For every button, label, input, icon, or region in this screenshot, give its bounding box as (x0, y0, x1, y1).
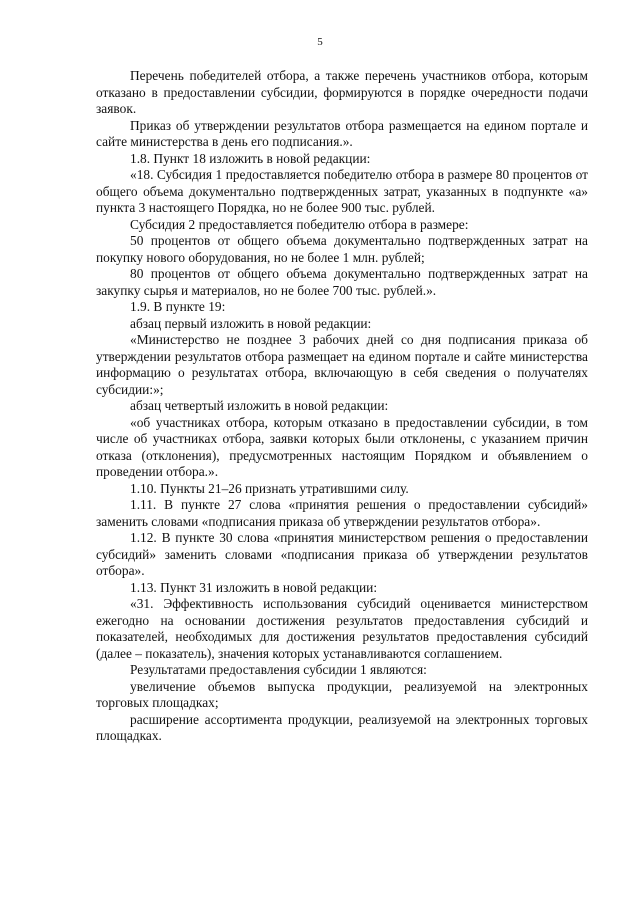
paragraph: абзац первый изложить в новой редакции: (130, 315, 372, 331)
paragraph: Субсидия 2 предоставляется победителю отбора в размере: (130, 216, 469, 232)
paragraph: абзац четвертый изложить в новой редакции: (130, 398, 389, 413)
paragraph: 50 процентов от общего объема документально подтвержденных затрат на покупку нового оборудования, но не более 1 млн. рублей; (96, 233, 588, 265)
page-number: 5 (317, 36, 323, 48)
paragraph: «об участниках отбора, которым отказано в предоставлении субсидии, в том числе об участниках отбора, заявки которых были отклонены, с указанием причин отказа (отклонения), предусмотренных настоящим Порядком и объявлением о проведении отбора.». (96, 414, 588, 479)
paragraph: 1.12. В пункте 30 слова «принятия министерством решения о предоставлении субсидий» заменить словами «подписания приказа об утверждении результатов отбора». (96, 530, 588, 578)
paragraph: «18. Субсидия 1 предоставляется победителю отбора в размере 80 процентов от общего объема документально подтвержденных затрат, указанных в подпункте «а» пункта 3 настоящего Порядка, но не более 900 тыс. рублей. (96, 167, 588, 215)
paragraph: 1.8. Пункт 18 изложить в новой редакции: (130, 150, 371, 166)
paragraph: «Министерство не позднее 3 рабочих дней со дня подписания приказа об утверждении результатов отбора размещает на едином портале и сайте министерства информацию о результатах отбора, включающую в себя сведения о получателях субсидии:»; (96, 332, 588, 397)
paragraph: Результатами предоставления субсидии 1 являются: (130, 662, 427, 677)
paragraph: Перечень победителей отбора, а также перечень участников отбора, которым отказано в предоставлении субсидии, формируются в порядке очередности подачи заявок. (96, 68, 588, 116)
paragraph: увеличение объемов выпуска продукции, реализуемой на электронных торговых площадках; (96, 678, 588, 710)
paragraph: расширение ассортимента продукции, реализуемой на электронных торговых площадках. (96, 711, 588, 743)
paragraph: 1.13. Пункт 31 изложить в новой редакции: (130, 579, 378, 595)
paragraph: 1.11. В пункте 27 слова «принятия решения о предоставлении субсидий» заменить словами «подписания приказа об утверждении результатов отбора». (96, 497, 588, 529)
paragraph: 1.9. В пункте 19: (130, 299, 226, 314)
paragraph: «31. Эффективность использования субсидий оценивается министерством ежегодно на основании достижения результатов предоставления субсидий и показателей, необходимых для достижения результатов предоставления субсидий (далее – показатель), значения которых устанавливаются соглашением. (96, 596, 588, 661)
paragraph: Приказ об утверждении результатов отбора размещается на едином портале и сайте министерства в день его подписания.». (96, 117, 588, 149)
document-body (96, 68, 588, 745)
paragraph: 1.10. Пункты 21–26 признать утратившими силу. (130, 480, 409, 496)
paragraph: 80 процентов от общего объема документально подтвержденных затрат на закупку сырья и материалов, но не более 700 тыс. рублей.». (96, 266, 588, 298)
